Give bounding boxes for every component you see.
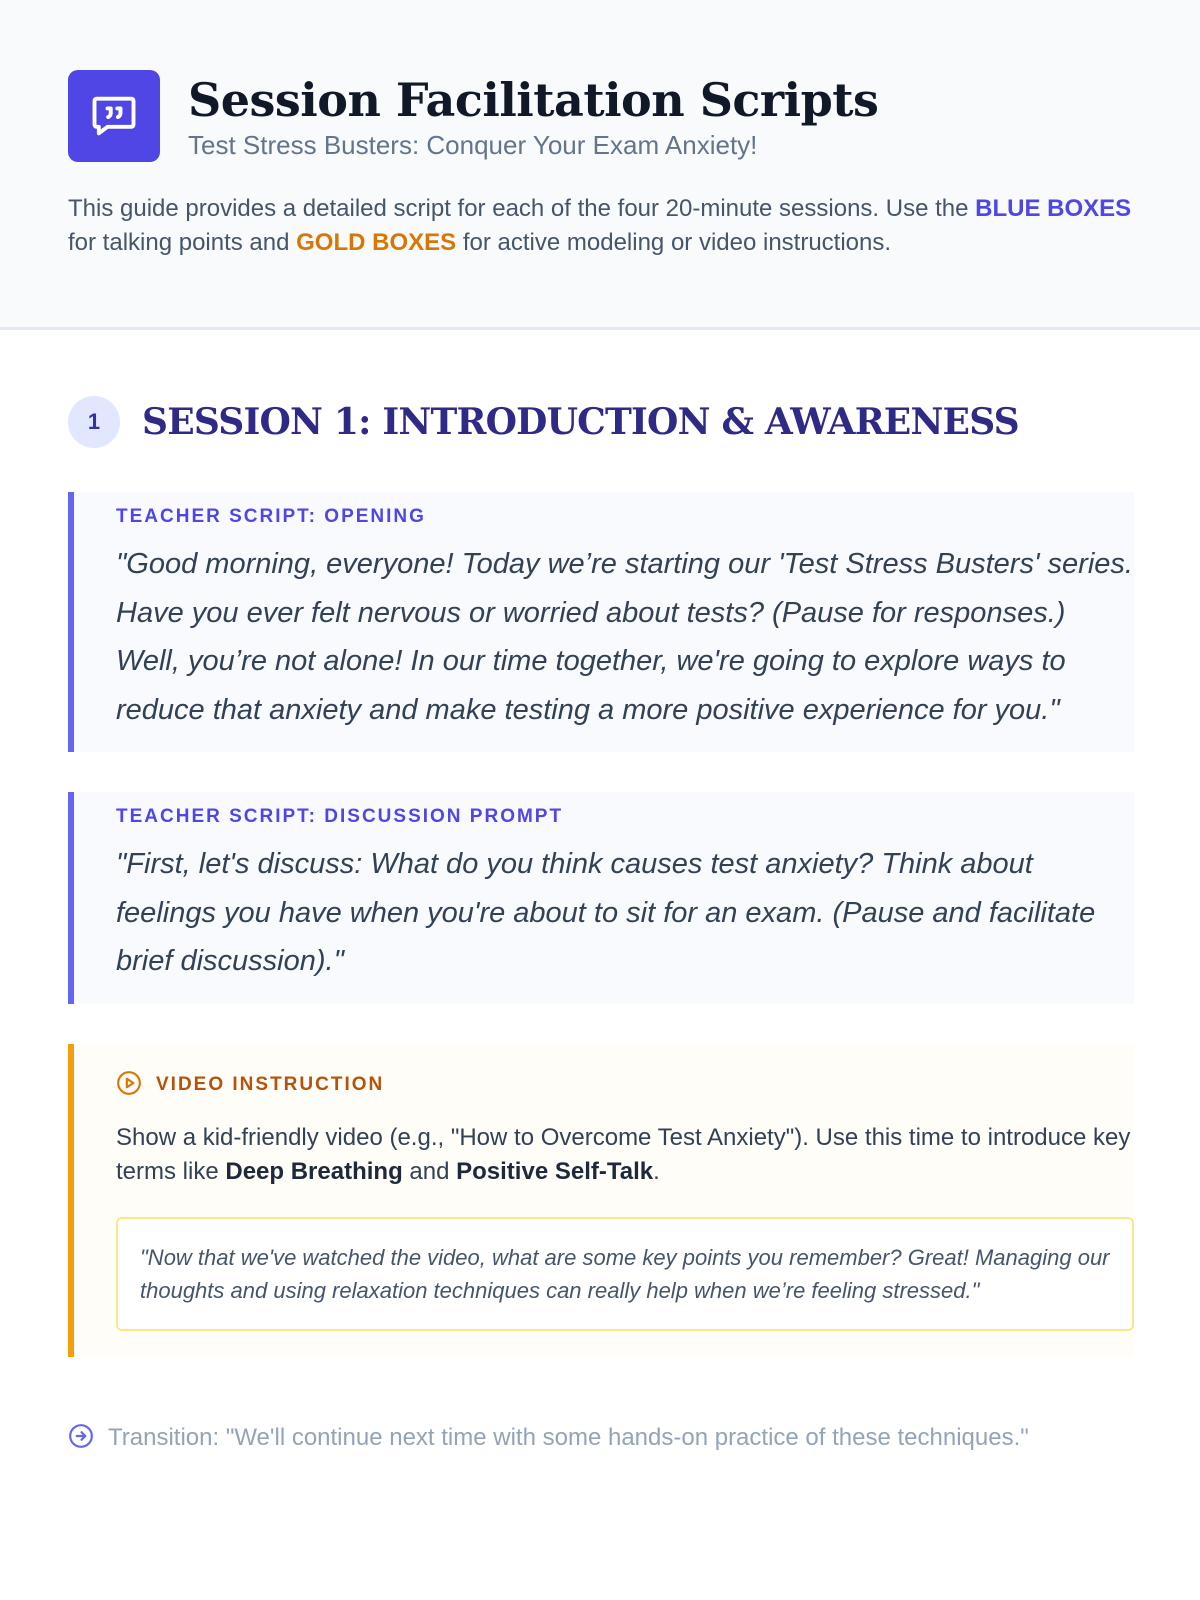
discussion-script-label: TEACHER SCRIPT: DISCUSSION PROMPT [116, 806, 564, 827]
discussion-script-text: "First, let's discuss: What do you think causes test anxiety? Think about feelings you have when you're about to sit for an exam. (Pause and facilitate brief discussion)." [116, 848, 1096, 977]
session-title: SESSION 1: INTRODUCTION & AWARENESS [142, 401, 1019, 443]
video-followup-quote: "Now that we've watched the video, what are some key points you remember? Great! Managing our thoughts and using relaxation techniques can really help when we’re feeling stressed." [116, 1217, 1134, 1331]
video-instruction-box [68, 1044, 1134, 1357]
video-text-end: . [653, 1157, 660, 1185]
intro-text-3: for active modeling or video instructions. [456, 229, 892, 256]
page-header [0, 0, 1200, 330]
opening-script-text: "Good morning, everyone! Today we’re starting our 'Test Stress Busters' series. Have you ever felt nervous or worried about tests? (Pause for responses.) Well, you’re not alone! In our time together, we're going to explore ways to reduce that anxiety and make testing a more positive experience for you." [116, 548, 1133, 726]
title-block [188, 72, 878, 161]
intro-text-1: This guide provides a detailed script for each of the four 20-minute sessions. Use the [68, 195, 976, 222]
page-subtitle: Test Stress Busters: Conquer Your Exam Anxiety! [188, 129, 758, 160]
arrow-circle-right-icon [68, 1423, 94, 1454]
session-content [0, 330, 1200, 1454]
blue-boxes-highlight: BLUE BOXES [975, 195, 1132, 222]
quote-bubble-icon [68, 70, 160, 162]
session-heading [68, 396, 1132, 448]
video-text-1: Show a kid-friendly video (e.g., "How to Overcome Test Anxiety"). Use this time to introduce key terms like [116, 1123, 1131, 1185]
discussion-script-box [68, 792, 1134, 1004]
session-number-badge: 1 [68, 396, 120, 448]
video-instruction-label: VIDEO INSTRUCTION [156, 1074, 385, 1095]
page-title: Session Facilitation Scripts [188, 72, 879, 127]
play-circle-icon [116, 1070, 142, 1101]
video-instruction-text [116, 1121, 1134, 1189]
title-row [68, 70, 1132, 162]
video-instruction-header [116, 1070, 1134, 1101]
intro-paragraph [68, 192, 1132, 260]
gold-boxes-highlight: GOLD BOXES [296, 229, 457, 256]
term-deep-breathing: Deep Breathing [225, 1157, 403, 1185]
intro-text-2: for talking points and [68, 229, 297, 256]
term-positive-self-talk: Positive Self-Talk [456, 1157, 654, 1185]
transition-text: Transition: "We'll continue next time with some hands-on practice of these techniques." [108, 1424, 1029, 1451]
opening-script-label: TEACHER SCRIPT: OPENING [116, 506, 426, 527]
transition-note [68, 1423, 1132, 1454]
opening-script-box [68, 492, 1134, 752]
video-text-and: and [402, 1157, 457, 1185]
